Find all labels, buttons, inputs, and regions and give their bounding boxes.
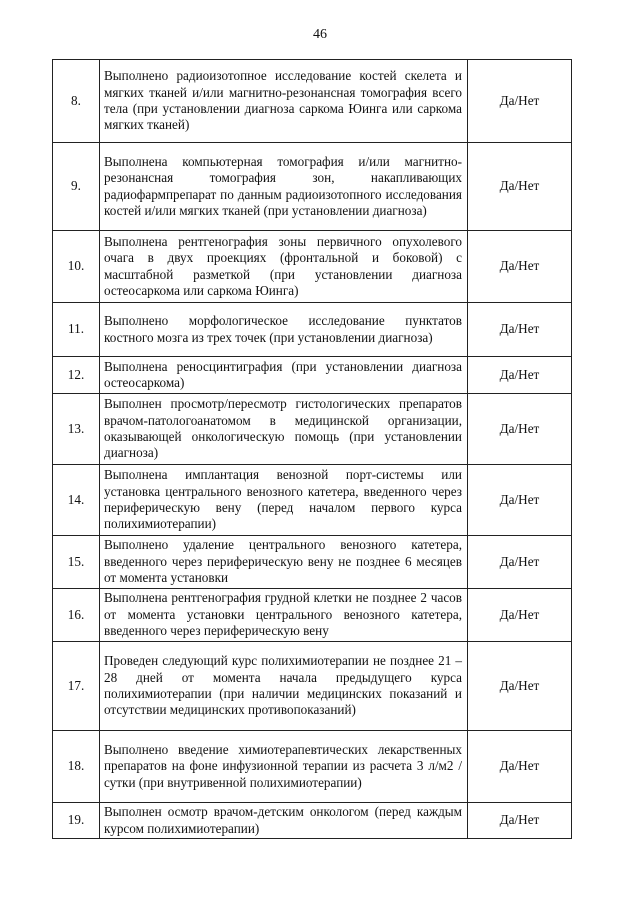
answer-cell: Да/Нет (468, 803, 572, 839)
table-row (53, 357, 572, 394)
row-number: 8. (53, 60, 100, 143)
table-row (53, 465, 572, 536)
criterion-text: Выполнена компьютерная томография и/или магнитно-резонансная томография зон, накапливающих радиофармпрепарат по данным радиоизотопного исследования костей и/или мягких тканей (при установлении диагноза) (100, 143, 468, 231)
row-number: 10. (53, 231, 100, 303)
row-number: 15. (53, 536, 100, 589)
table-row (53, 642, 572, 731)
criterion-text: Выполнено введение химиотерапевтических лекарственных препаратов на фоне инфузионной терапии из расчета 3 л/м2 /сутки (при внутривенной полихимиотерапии) (100, 731, 468, 803)
criterion-text: Выполнен просмотр/пересмотр гистологических препаратов врачом-патологоанатомом в медицинской организации, оказывающей онкологическую помощь (при установлении диагноза) (100, 394, 468, 465)
criterion-text: Выполнено морфологическое исследование пунктатов костного мозга из трех точек (при установлении диагноза) (100, 303, 468, 357)
row-number: 11. (53, 303, 100, 357)
answer-cell: Да/Нет (468, 143, 572, 231)
answer-cell: Да/Нет (468, 394, 572, 465)
table-row (53, 303, 572, 357)
answer-cell: Да/Нет (468, 357, 572, 394)
answer-cell: Да/Нет (468, 589, 572, 642)
table-row (53, 536, 572, 589)
criterion-text: Выполнена рентгенография зоны первичного опухолевого очага в двух проекциях (фронтальной и боковой) с масштабной разметкой (при установлении диагноза остеосаркома или саркома Юинга) (100, 231, 468, 303)
row-number: 13. (53, 394, 100, 465)
answer-cell: Да/Нет (468, 731, 572, 803)
table-row (53, 803, 572, 839)
row-number: 17. (53, 642, 100, 731)
row-number: 16. (53, 589, 100, 642)
quality-criteria-table (52, 59, 572, 839)
criterion-text: Выполнен осмотр врачом-детским онкологом (перед каждым курсом полихимиотерапии) (100, 803, 468, 839)
table-row (53, 143, 572, 231)
table-row (53, 394, 572, 465)
row-number: 19. (53, 803, 100, 839)
answer-cell: Да/Нет (468, 642, 572, 731)
table-row (53, 231, 572, 303)
table-row (53, 589, 572, 642)
answer-cell: Да/Нет (468, 536, 572, 589)
row-number: 18. (53, 731, 100, 803)
criterion-text: Проведен следующий курс полихимиотерапии не позднее 21 – 28 дней от момента начала предыдущего курса полихимиотерапии (при наличии медицинских показаний и отсутствии медицинских противопоказаний) (100, 642, 468, 731)
criterion-text: Выполнена имплантация венозной порт-системы или установка центрального венозного катетера, введенного через периферическую вену (перед началом первого курса полихимиотерапии) (100, 465, 468, 536)
answer-cell: Да/Нет (468, 231, 572, 303)
table-row (53, 731, 572, 803)
row-number: 9. (53, 143, 100, 231)
criterion-text: Выполнено удаление центрального венозного катетера, введенного через периферическую вену не позднее 6 месяцев от момента установки (100, 536, 468, 589)
answer-cell: Да/Нет (468, 303, 572, 357)
answer-cell: Да/Нет (468, 465, 572, 536)
answer-cell: Да/Нет (468, 60, 572, 143)
criterion-text: Выполнена рентгенография грудной клетки не позднее 2 часов от момента установки центрального венозного катетера, введенного через периферическую вену (100, 589, 468, 642)
page-number: 46 (313, 27, 327, 42)
table-row (53, 60, 572, 143)
row-number: 12. (53, 357, 100, 394)
row-number: 14. (53, 465, 100, 536)
criterion-text: Выполнена реносцинтиграфия (при установлении диагноза остеосаркома) (100, 357, 468, 394)
criterion-text: Выполнено радиоизотопное исследование костей скелета и мягких тканей и/или магнитно-резонансная томография всего тела (при установлении диагноза саркома Юинга или саркома мягких тканей) (100, 60, 468, 143)
